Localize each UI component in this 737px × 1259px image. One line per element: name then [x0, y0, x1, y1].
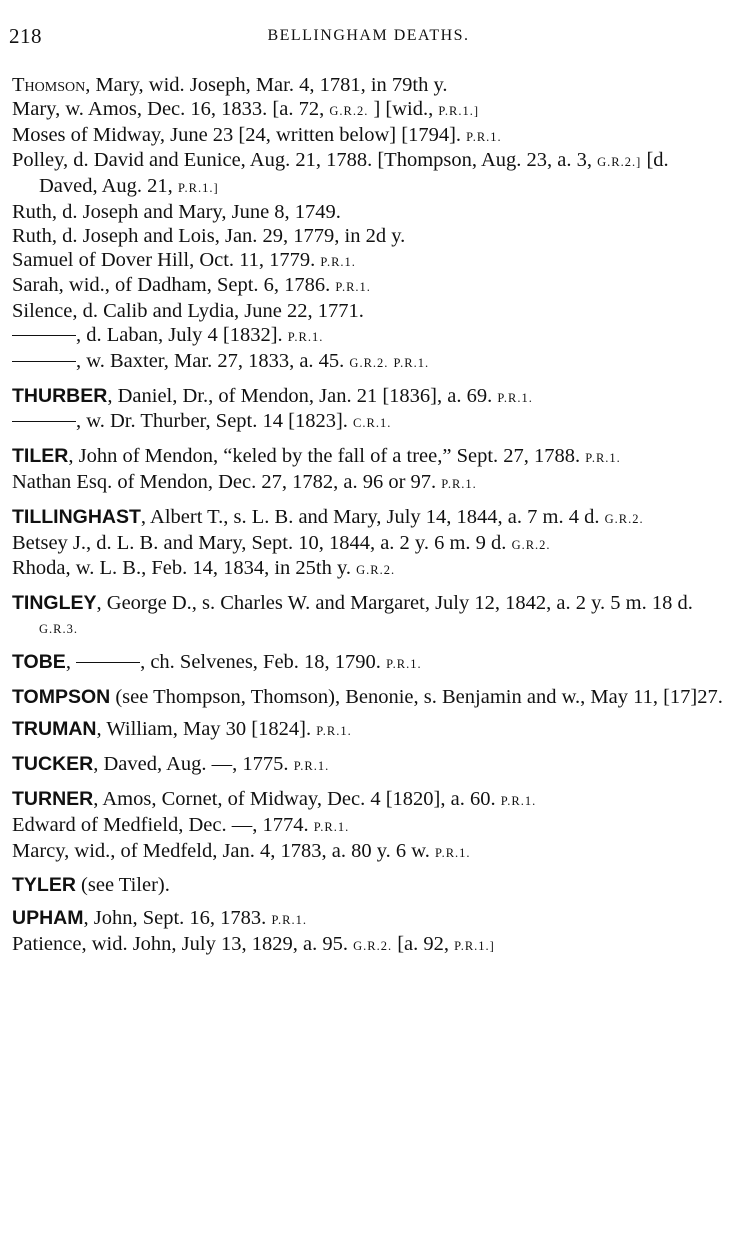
record-entry — [12, 249, 731, 275]
record-entry — [12, 124, 731, 150]
page-number: 218 — [9, 24, 42, 48]
blank-dash — [12, 421, 76, 422]
record-entry — [12, 557, 731, 583]
record-text: , William, May 30 [1824]. — [96, 718, 312, 741]
source-reference: G.R.2. — [511, 537, 551, 552]
surname-group — [12, 445, 731, 497]
surname-group — [12, 74, 731, 376]
record-entry — [12, 788, 731, 814]
record-entry — [12, 445, 731, 471]
source-reference: P.R.1. — [271, 913, 307, 928]
record-entry — [12, 933, 731, 959]
source-reference: [d. Daved, Aug. 21, — [39, 149, 669, 198]
record-text: Marcy, wid., of Medfeld, Jan. 4, 1783, a. 80 y. 6 w. — [12, 839, 430, 862]
source-reference: G.R.2. — [349, 355, 389, 370]
surname-group — [12, 651, 731, 677]
record-text: Rhoda, w. L. B., Feb. 14, 1834, in 25th y. — [12, 557, 352, 580]
record-text: , George D., s. Charles W. and Margaret, July 12, 1842, a. 2 y. 5 m. 18 d. — [96, 592, 693, 615]
source-reference: P.R.1. — [585, 451, 621, 466]
surname-heading: Thomson — [12, 74, 86, 96]
record-entry — [12, 471, 731, 497]
surname-heading: UPHAM — [12, 907, 84, 930]
surname-heading: THURBER — [12, 384, 108, 407]
record-text: Edward of Medfield, Dec. —, 1774. — [12, 813, 309, 836]
surname-group — [12, 686, 731, 710]
record-text: Moses of Midway, June 23 [24, written below] [1794]. — [12, 123, 462, 146]
record-entry — [12, 300, 731, 324]
record-text: , d. Laban, July 4 [1832]. — [76, 323, 283, 346]
surname-heading: TRUMAN — [12, 718, 97, 741]
record-entry — [12, 324, 731, 350]
record-entry — [12, 98, 731, 124]
record-text: Polley, d. David and Eunice, Aug. 21, 1788. [Thompson, Aug. 23, a. 3, — [12, 149, 593, 172]
source-reference: P.R.1. — [441, 476, 477, 491]
record-entry — [12, 149, 731, 201]
surname-group — [12, 907, 731, 959]
source-reference: P.R.1. — [320, 254, 356, 269]
record-entry — [12, 274, 731, 300]
record-text: Sarah, wid., of Dadham, Sept. 6, 1786. — [12, 274, 331, 297]
source-reference: P.R.1. — [335, 280, 371, 295]
record-entry — [12, 718, 731, 744]
record-entry — [12, 506, 731, 532]
source-reference: C.R.1. — [353, 416, 392, 431]
record-text: , John of Mendon, “keled by the fall of a tree,” Sept. 27, 1788. — [68, 445, 581, 468]
source-reference: G.R.2. — [356, 563, 396, 578]
surname-group — [12, 788, 731, 865]
record-entry — [12, 201, 731, 225]
record-text: Silence, d. Calib and Lydia, June 22, 1771. — [12, 300, 364, 323]
blank-dash — [12, 361, 76, 362]
record-text: Betsey J., d. L. B. and Mary, Sept. 10, 1844, a. 2 y. 6 m. 9 d. — [12, 531, 507, 554]
record-text: Ruth, d. Joseph and Lois, Jan. 29, 1779, in 2d y. — [12, 224, 406, 247]
source-reference: P.R.1. — [393, 355, 430, 370]
source-reference: ] [wid., — [373, 97, 434, 120]
source-reference: P.R.1. — [435, 845, 471, 860]
death-records-list — [12, 74, 731, 959]
source-reference: G.R.3. — [39, 621, 78, 636]
surname-heading: TILLINGHAST — [12, 505, 141, 528]
surname-group — [12, 874, 731, 898]
record-text: Ruth, d. Joseph and Mary, June 8, 1749. — [12, 200, 341, 223]
record-text: Nathan Esq. of Mendon, Dec. 27, 1782, a. 96 or 97. — [12, 470, 437, 493]
record-text: , Albert T., s. L. B. and Mary, July 14, 1844, a. 7 m. 4 d. — [140, 505, 600, 528]
record-entry — [12, 840, 731, 866]
record-entry — [12, 350, 731, 376]
surname-heading: TOBE — [12, 650, 66, 673]
record-text: (see Thompson, Thomson), Benonie, s. Benjamin and w., May 11, [17]27. — [110, 685, 723, 708]
record-entry — [12, 532, 731, 558]
record-text: Patience, wid. John, July 13, 1829, a. 95. — [12, 932, 348, 955]
record-entry — [12, 592, 731, 642]
record-entry — [12, 907, 731, 933]
record-entry — [12, 225, 731, 249]
record-entry: TOBE, , ch. Selvenes, Feb. 18, 1790. P.R.1. — [12, 650, 422, 673]
source-reference: P.R.1.] — [438, 103, 480, 118]
record-entry — [12, 753, 731, 779]
record-text: (see Tiler). — [75, 874, 170, 897]
source-reference: G.R.2. — [353, 938, 393, 953]
page-header — [0, 14, 737, 54]
blank-dash — [76, 662, 140, 663]
surname-heading: TURNER — [12, 787, 94, 810]
record-text: , Daved, Aug. —, 1775. — [93, 753, 289, 776]
surname-heading: TUCKER — [12, 753, 94, 776]
surname-heading: TYLER — [12, 874, 76, 897]
source-reference: P.R.1.] — [177, 181, 219, 196]
record-text: , ch. Selvenes, Feb. 18, 1790. — [140, 650, 381, 673]
record-entry — [12, 814, 731, 840]
source-reference: [a. 92, — [397, 932, 450, 955]
source-reference: P.R.1. — [466, 129, 502, 144]
record-entry — [12, 385, 731, 411]
source-reference: P.R.1. — [316, 724, 352, 739]
record-text: , John, Sept. 16, 1783. — [83, 907, 267, 930]
blank-dash — [12, 335, 76, 336]
record-text: , w. Dr. Thurber, Sept. 14 [1823]. — [76, 410, 348, 433]
surname-group — [12, 592, 731, 642]
source-reference: P.R.1. — [386, 656, 422, 671]
record-text: , Mary, wid. Joseph, Mar. 4, 1781, in 79th y. — [85, 74, 448, 96]
record-entry — [12, 410, 731, 436]
source-reference: G.R.2.] — [597, 155, 642, 170]
record-text: , Amos, Cornet, of Midway, Dec. 4 [1820], a. 60. — [93, 787, 496, 810]
source-reference: P.R.1. — [313, 819, 350, 834]
surname-heading: TILER — [12, 445, 69, 468]
record-entry — [12, 74, 731, 98]
surname-group — [12, 385, 731, 437]
record-text: Samuel of Dover Hill, Oct. 11, 1779. — [12, 248, 316, 271]
source-reference: P.R.1. — [293, 759, 330, 774]
source-reference: P.R.1. — [287, 329, 324, 344]
record-text: , Daniel, Dr., of Mendon, Jan. 21 [1836], a. 69. — [107, 384, 493, 407]
source-reference: P.R.1. — [500, 793, 537, 808]
surname-group — [12, 506, 731, 583]
surname-heading: TOMPSON — [12, 685, 111, 708]
record-text: , w. Baxter, Mar. 27, 1833, a. 45. — [76, 349, 345, 372]
running-title: BELLINGHAM DEATHS. — [267, 27, 470, 44]
record-entry — [12, 874, 731, 898]
source-reference: G.R.2. — [604, 511, 644, 526]
record-text: Mary, w. Amos, Dec. 16, 1833. [a. 72, — [12, 97, 325, 120]
surname-group — [12, 718, 731, 744]
record-entry — [12, 686, 731, 710]
source-reference: G.R.2. — [329, 103, 369, 118]
source-reference: P.R.1. — [497, 390, 533, 405]
source-reference: P.R.1.] — [454, 938, 495, 953]
surname-heading: TINGLEY — [12, 592, 97, 615]
surname-group — [12, 753, 731, 779]
